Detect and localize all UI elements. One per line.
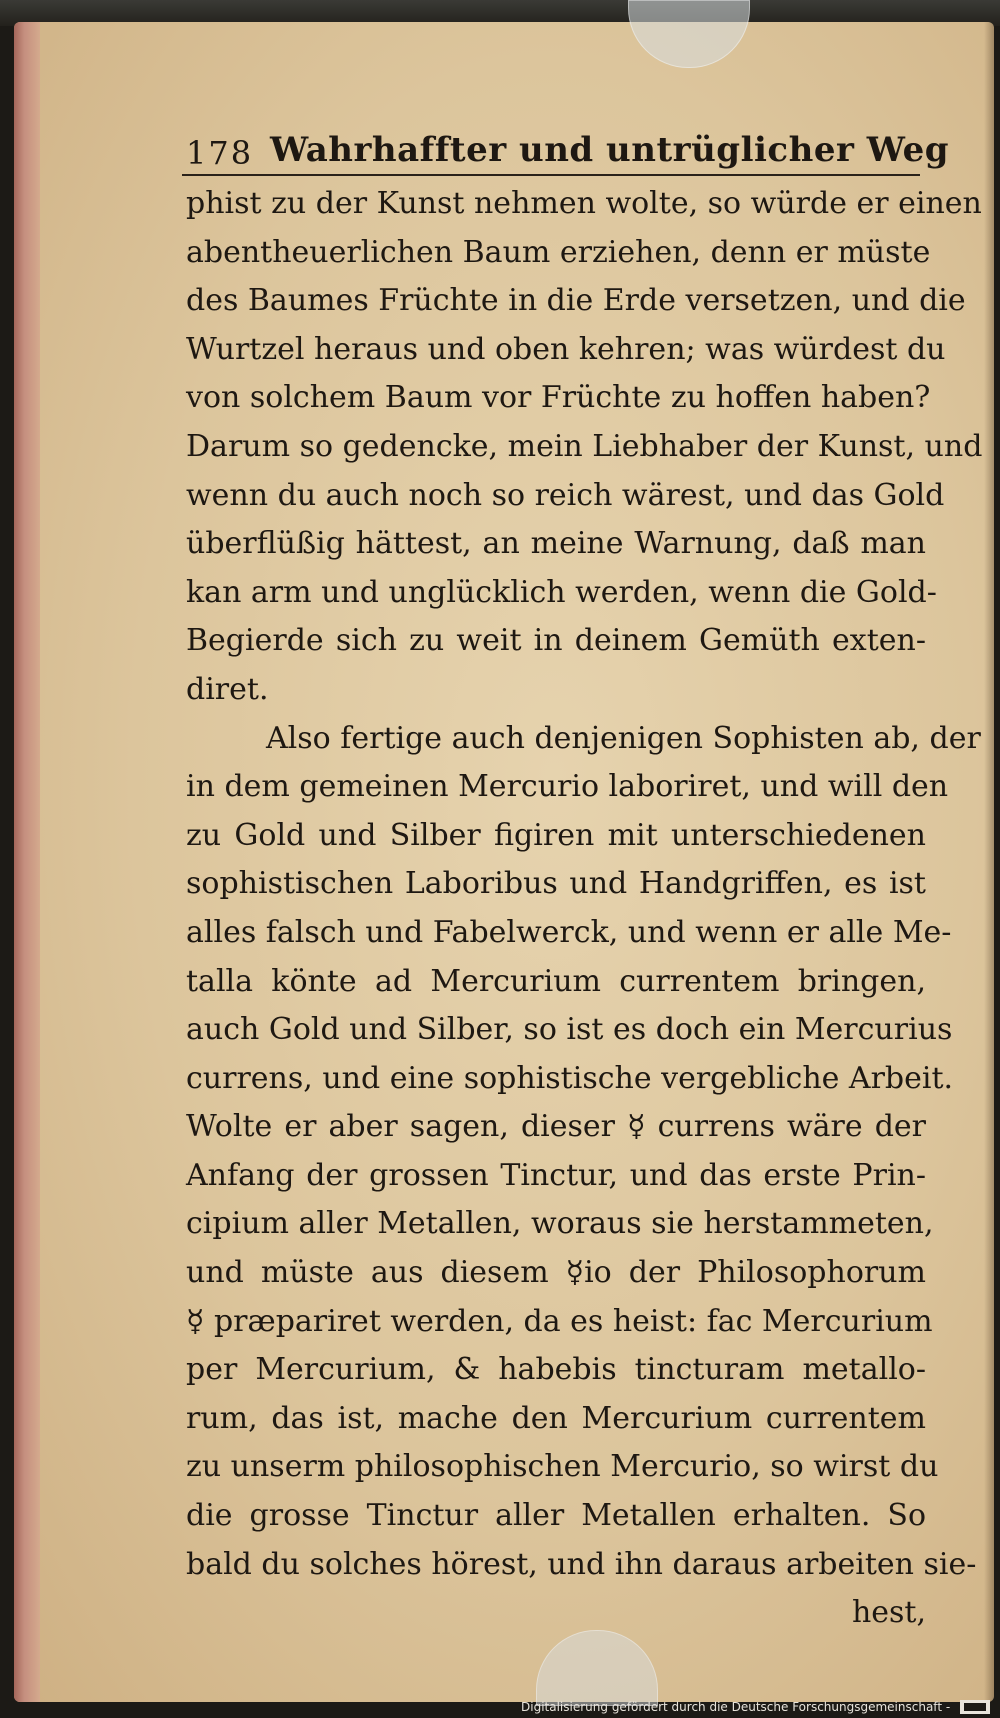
text-line: currens, und eine sophistische vergebliche Arbeit.: [186, 1060, 954, 1096]
text-line: Also fertige auch denjenigen Sophisten ab, der: [266, 720, 981, 756]
text-line: rum, das ist, mache den Mercurium currentem: [186, 1400, 926, 1436]
page-number: 178: [186, 134, 254, 172]
text-line: talla könte ad Mercurium currentem bringen,: [186, 963, 926, 999]
text-line: und müste aus diesem ☿io der Philosophorum: [186, 1255, 926, 1291]
text-line: Darum so gedencke, mein Liebhaber der Kunst, und: [186, 428, 983, 464]
text-line: alles falsch und Fabelwerck, und wenn er alle Me-: [186, 914, 952, 950]
text-line: Begierde sich zu weit in deinem Gemüth exten-: [186, 623, 926, 659]
text-line: ☿ præpariret werden, da es heist: fac Mercurium: [186, 1303, 933, 1339]
text-line: bald du solches hörest, und ihn daraus arbeiten sie-: [186, 1546, 977, 1582]
page-edge-left: [14, 22, 40, 1702]
text-line: in dem gemeinen Mercurio laboriret, und will den: [186, 769, 949, 805]
text-line: hest,: [851, 1595, 926, 1631]
footer-credit: [521, 1700, 990, 1715]
text-line: Wurtzel heraus und oben kehren; was würdest du: [186, 331, 946, 367]
text-line: von solchem Baum vor Früchte zu hoffen haben?: [186, 380, 931, 416]
footer-text: Digitalisierung gefördert durch die Deutsche Forschungsgemeinschaft -: [521, 1699, 951, 1714]
book-page: [14, 22, 994, 1702]
text-line: zu unserm philosophischen Mercurio, so wirst du: [186, 1449, 939, 1485]
text-line: kan arm und unglücklich werden, wenn die Gold-: [186, 574, 937, 610]
text-line: zu Gold und Silber figiren mit unterschiedenen: [186, 817, 926, 853]
dfg-logo-icon: [960, 1700, 990, 1714]
text-line: phist zu der Kunst nehmen wolte, so würde er einen: [186, 186, 982, 221]
text-line: überflüßig hättest, an meine Warnung, daß man: [186, 526, 926, 562]
text-line: sophistischen Laboribus und Handgriffen, es ist: [186, 866, 926, 902]
page-edge-right: [984, 22, 994, 1702]
text-line: Anfang der grossen Tinctur, und das erste Prin-: [186, 1157, 926, 1193]
text-line: des Baumes Früchte in die Erde versetzen, und die: [186, 283, 966, 319]
page-header: [182, 122, 950, 176]
text-line: abentheuerlichen Baum erziehen, denn er müste: [186, 234, 931, 270]
text-line: auch Gold und Silber, so ist es doch ein Mercurius: [186, 1012, 953, 1048]
text-line: diret.: [186, 671, 269, 707]
text-line: Wolte er aber sagen, dieser ☿ currens wäre der: [186, 1109, 926, 1145]
text-line: die grosse Tinctur aller Metallen erhalten. So: [186, 1498, 926, 1534]
text-line: cipium aller Metallen, woraus sie herstammeten,: [186, 1206, 934, 1242]
text-line: wenn du auch noch so reich wärest, und das Gold: [186, 477, 945, 513]
text-line: per Mercurium, & habebis tincturam metallo-: [186, 1352, 926, 1388]
body-text: [186, 180, 983, 1638]
running-head: Wahrhaffter und untrüglicher Weg: [270, 130, 950, 170]
